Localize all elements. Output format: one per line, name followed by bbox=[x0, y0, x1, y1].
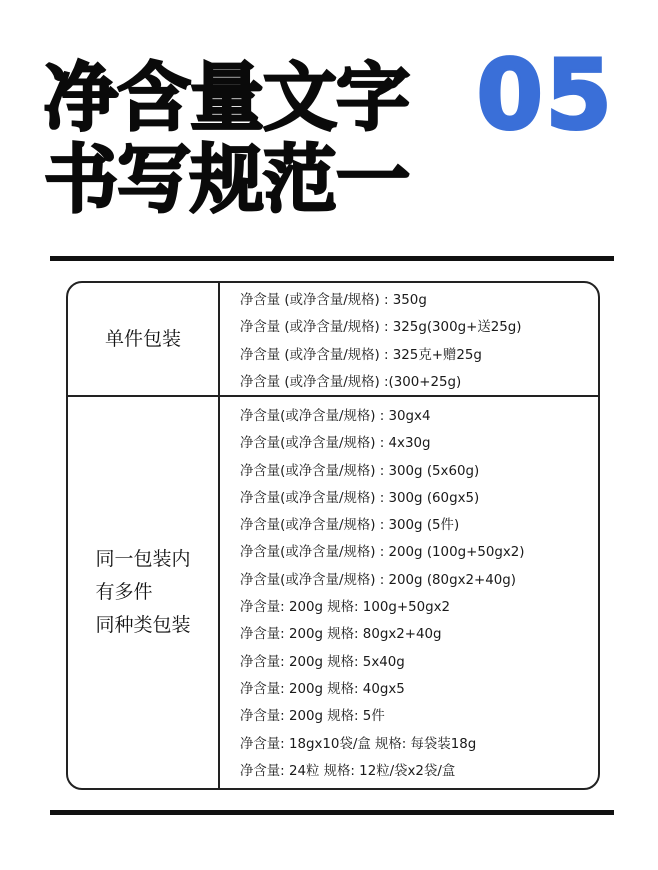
category-cell bbox=[68, 397, 220, 788]
category-label bbox=[95, 543, 190, 642]
table-row-multi-piece-package bbox=[68, 397, 598, 788]
title-line-2: 书写规范一 bbox=[44, 137, 409, 223]
section-number: 05 bbox=[476, 39, 614, 151]
example-item: 净含量(或净含量/规格) : 30gx4 bbox=[240, 409, 431, 424]
example-item: 净含量 (或净含量/规格) :(300+25g) bbox=[240, 374, 462, 390]
category-label-line: 有多件 bbox=[95, 581, 153, 603]
top-divider bbox=[50, 256, 614, 261]
category-label bbox=[105, 323, 181, 356]
example-item: 净含量: 200g 规格: 5件 bbox=[240, 709, 385, 725]
example-item: 净含量(或净含量/规格) : 4x30g bbox=[240, 436, 431, 452]
example-item: 净含量(或净含量/规格) : 200g (80gx2+40g) bbox=[240, 572, 517, 588]
example-item: 净含量: 200g 规格: 100g+50gx2 bbox=[240, 600, 451, 616]
table-row-single-package bbox=[68, 283, 598, 397]
example-item: 净含量: 200g 规格: 80gx2+40g bbox=[240, 627, 442, 643]
example-item: 净含量 (或净含量/规格) : 325克+赠25g bbox=[240, 347, 482, 363]
example-item: 净含量(或净含量/规格) : 300g (5x60g) bbox=[240, 463, 480, 479]
category-label-line: 同种类包装 bbox=[95, 614, 191, 636]
category-cell bbox=[68, 283, 220, 395]
net-content-table bbox=[66, 281, 600, 790]
example-item: 净含量: 200g 规格: 40gx5 bbox=[240, 681, 405, 697]
category-label-line: 同一包装内 bbox=[95, 548, 191, 570]
example-item: 净含量 (或净含量/规格) : 350g bbox=[240, 293, 427, 308]
page-title bbox=[44, 55, 444, 223]
title-line-1: 净含量文字 bbox=[44, 55, 409, 141]
category-label-line: 单件包装 bbox=[104, 327, 181, 350]
example-item: 净含量(或净含量/规格) : 300g (60gx5) bbox=[240, 490, 480, 506]
example-item: 净含量 (或净含量/规格) : 325g(300g+送25g) bbox=[240, 320, 522, 336]
example-list bbox=[220, 283, 598, 395]
example-item: 净含量: 200g 规格: 5x40g bbox=[240, 654, 405, 670]
example-item: 净含量(或净含量/规格) : 200g (100g+50gx2) bbox=[240, 545, 525, 561]
example-item: 净含量: 24粒 规格: 12粒/袋x2袋/盒 bbox=[240, 763, 456, 779]
example-item: 净含量(或净含量/规格) : 300g (5件) bbox=[240, 518, 460, 534]
example-item: 净含量: 18gx10袋/盒 规格: 每袋装18g bbox=[240, 736, 477, 752]
example-list bbox=[220, 397, 598, 788]
bottom-divider bbox=[50, 810, 614, 815]
